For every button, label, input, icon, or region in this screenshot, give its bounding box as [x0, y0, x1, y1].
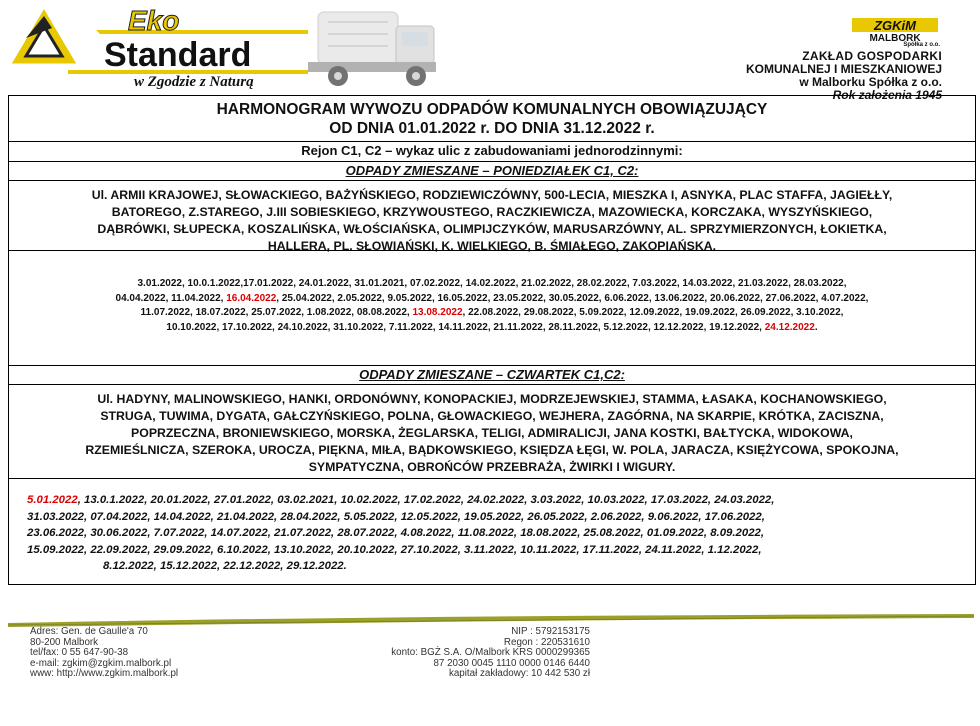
date-line [27, 542, 971, 559]
date-text: 3.01.2022, 10.0.1.2022,17.01.2022, 24.01.2022, 31.01.2021, 07.02.2022, 14.02.2022, 21.02.2022, 28.02.2022, 7.03.2022, 14.03.2022, 21.03.2022, 28.03.2022, [137, 278, 847, 289]
zgkim-sub-text: Spółka z o.o. [903, 42, 940, 48]
date-line [27, 558, 971, 575]
date-line [27, 492, 971, 509]
footer-account: konto: BGŻ S.A. O/Malbork KRS 0000299365 [391, 647, 590, 659]
date-line [27, 525, 971, 542]
company-line-1: ZAKŁAD GOSPODARKI [802, 49, 942, 63]
garbage-truck-icon [308, 12, 436, 86]
date-text: 31.03.2022, 07.04.2022, 14.04.2022, 21.04.2022, 28.04.2022, 5.05.2022, 12.05.2022, 19.05.2022, 26.05.2022, 2.06.2022, 9.06.2022, 17.06.2022, [27, 510, 765, 523]
date-text: , 13.0.1.2022, 20.01.2022, 27.01.2022, 03.02.2021, 10.02.2022, 17.02.2022, 24.02.2022, 3.03.2022, 10.03.2022, 17.03.2022, 24.03.2022, [77, 494, 775, 506]
street-line: HALLERA, PL. SŁOWIAŃSKI, K. WIELKIEGO, B. ŚMIAŁEGO, ZAKOPIAŃSKA. [267, 239, 717, 253]
highlighted-date: 24.12.2022 [764, 321, 815, 333]
header [8, 8, 974, 102]
street-line: BATOREGO, Z.STAREGO, J.III SOBIESKIEGO, KRZYWOUSTEGO, RACZKIEWICZA, MAZOWIECKA, KORCZAKA, WYSZYŃSKIEGO, [111, 205, 873, 219]
section-2-dates [9, 478, 975, 584]
footer-regon: Regon : 220531610 [503, 636, 590, 648]
highlighted-date: 13.08.2022 [412, 307, 463, 318]
company-line-2: KOMUNALNEJ I MIESZKANIOWEJ [745, 62, 942, 76]
date-line [13, 292, 971, 307]
date-text: 04.04.2022, 11.04.2022, [115, 292, 227, 304]
section-1-streets [9, 180, 975, 253]
section-1-heading [9, 161, 975, 180]
zgkim-logo [852, 18, 938, 44]
title-line-1: HARMONOGRAM WYWOZU ODPADÓW KOMUNALNYCH OBOWIĄZUJĄCY [216, 101, 768, 118]
highlighted-date: 5.01.2022 [27, 494, 78, 506]
date-text: 15.09.2022, 22.09.2022, 29.09.2022, 6.10.2022, 13.10.2022, 20.10.2022, 27.10.2022, 3.11.2022, 10.11.2022, 17.11.2022, 24.11.2022, 1.12.2022, [27, 543, 762, 556]
title-line-2: OD DNIA 01.01.2022 r. DO DNIA 31.12.2022 r. [329, 120, 655, 137]
footer-phone: tel/fax: 0 55 647-90-38 [30, 647, 129, 659]
footer-contact [30, 627, 178, 680]
footer-email: e-mail: zgkim@zgkim.malbork.pl [30, 657, 172, 669]
date-text: 23.06.2022, 30.06.2022, 7.07.2022, 14.07.2022, 21.07.2022, 28.07.2022, 4.08.2022, 11.08.2022, 18.08.2022, 25.08.2022, 01.09.2022, 8.09.2022, [27, 527, 765, 539]
footer-postcode: 80-200 Malbork [30, 636, 99, 648]
logo-tagline-text: w Zgodzie z Naturą [134, 74, 254, 90]
date-text: . [814, 321, 818, 333]
section-1-dates [9, 250, 975, 365]
street-line: DĄBRÓWKI, SŁUPECKA, KOSZALIŃSKA, WŁOŚCIAŃSKA, OLIMPIJCZYKÓW, MARUSARZÓWNY, AL. SPRZYMIERZONYCH, ŁOKIETKA, [97, 222, 887, 236]
highlighted-date: 16.04.2022 [226, 292, 277, 304]
schedule-table [8, 95, 976, 585]
date-line [13, 321, 971, 336]
recycle-icon [18, 16, 70, 60]
zgkim-city-text: MALBORK [869, 33, 921, 44]
company-line-3: w Malborku Spółka z o.o. [799, 75, 942, 89]
date-line [27, 509, 971, 526]
date-text: 10.10.2022, 17.10.2022, 24.10.2022, 31.10.2022, 7.11.2022, 14.11.2022, 21.11.2022, 28.11.2022, 5.12.2022, 12.12.2022, 19.12.2022, [166, 321, 765, 333]
footer-nip: NIP : 5792153175 [511, 626, 590, 637]
street-line: POPRZECZNA, BRONIEWSKIEGO, MORSKA, ŻEGLARSKA, TELIGI, ADMIRALICJI, JANA KOSTKI, BAŁTYCKA, WIDOKOWA, [131, 426, 853, 440]
section-1-heading-text: ODPADY ZMIESZANE – PONIEDZIAŁEK C1, C2: [345, 163, 639, 178]
footer-account-number: 87 2030 0045 1110 0000 0146 6440 [433, 657, 590, 669]
logo-eko-text: Eko [128, 8, 180, 36]
street-line: Ul. HADYNY, MALINOWSKIEGO, HANKI, ORDONÓWNY, KONOPACKIEJ, MODRZEJEWSKIEJ, STAMMA, ŁASAKA, KOCHANOWSKIEGO, [97, 392, 887, 406]
footer-registry [280, 627, 590, 680]
date-text: , 22.08.2022, 29.08.2022, 5.09.2022, 12.09.2022, 19.09.2022, 26.09.2022, 3.10.2022, [462, 307, 844, 318]
street-line: STRUGA, TUWIMA, DYGATA, GAŁCZYŃSKIEGO, POLNA, GŁOWACKIEGO, WEJHERA, ZAGÓRNA, NA SKARPIE, KRÓTKA, ZACISZNA, [100, 409, 884, 423]
street-line: RZEMIEŚLNICZA, SZEROKA, UROCZA, PIĘKNA, MIŁA, BĄDKOWSKIEGO, KSIĘDZA ŁĘGI, W. POLA, JARACZA, KSIĘŻYCOWA, SPOKOJNA, [85, 443, 899, 457]
footer-website: www: http://www.zgkim.malbork.pl [30, 668, 179, 680]
date-line [13, 306, 971, 321]
logo-standard-text: Standard [104, 36, 252, 74]
section-2-heading [9, 365, 975, 384]
footer-capital: kapitał zakładowy: 10 442 530 zł [448, 668, 590, 680]
street-line: SYMPATYCZNA, OBROŃCÓW PRZEBRAŻA, ŻWIRKI I WIGURY. [308, 460, 676, 474]
date-text: 11.07.2022, 18.07.2022, 25.07.2022, 1.08.2022, 08.08.2022, [140, 307, 413, 318]
company-block [694, 8, 974, 102]
section-2-heading-text: ODPADY ZMIESZANE – CZWARTEK C1,C2: [359, 367, 625, 382]
company-line-4: Rok założenia 1945 [832, 88, 942, 102]
zgkim-logo-text: ZGKiM [874, 18, 916, 33]
date-text: , 25.04.2022, 2.05.2022, 9.05.2022, 16.05.2022, 23.05.2022, 30.05.2022, 6.06.2022, 13.06.2022, 20.06.2022, 27.06.2022, 4.07.2022, [276, 292, 869, 304]
schedule-title [9, 96, 975, 141]
footer-address: Adres: Gen. de Gaulle'a 70 [30, 626, 148, 637]
region-label: Rejon C1, C2 – wykaz ulic z zabudowaniami jednorodzinnymi: [9, 141, 975, 161]
date-text: 8.12.2022, 15.12.2022, 22.12.2022, 29.12.2022. [27, 560, 347, 572]
street-line: Ul. ARMII KRAJOWEJ, SŁOWACKIEGO, BAŻYŃSKIEGO, RODZIEWICZÓWNY, 500-LECIA, MIESZKA I, ASNYKA, PLAC STAFFA, JAGIEŁŁY, [91, 188, 893, 202]
eko-standard-logo [8, 8, 438, 92]
date-line [13, 277, 971, 292]
section-2-streets [9, 384, 975, 478]
